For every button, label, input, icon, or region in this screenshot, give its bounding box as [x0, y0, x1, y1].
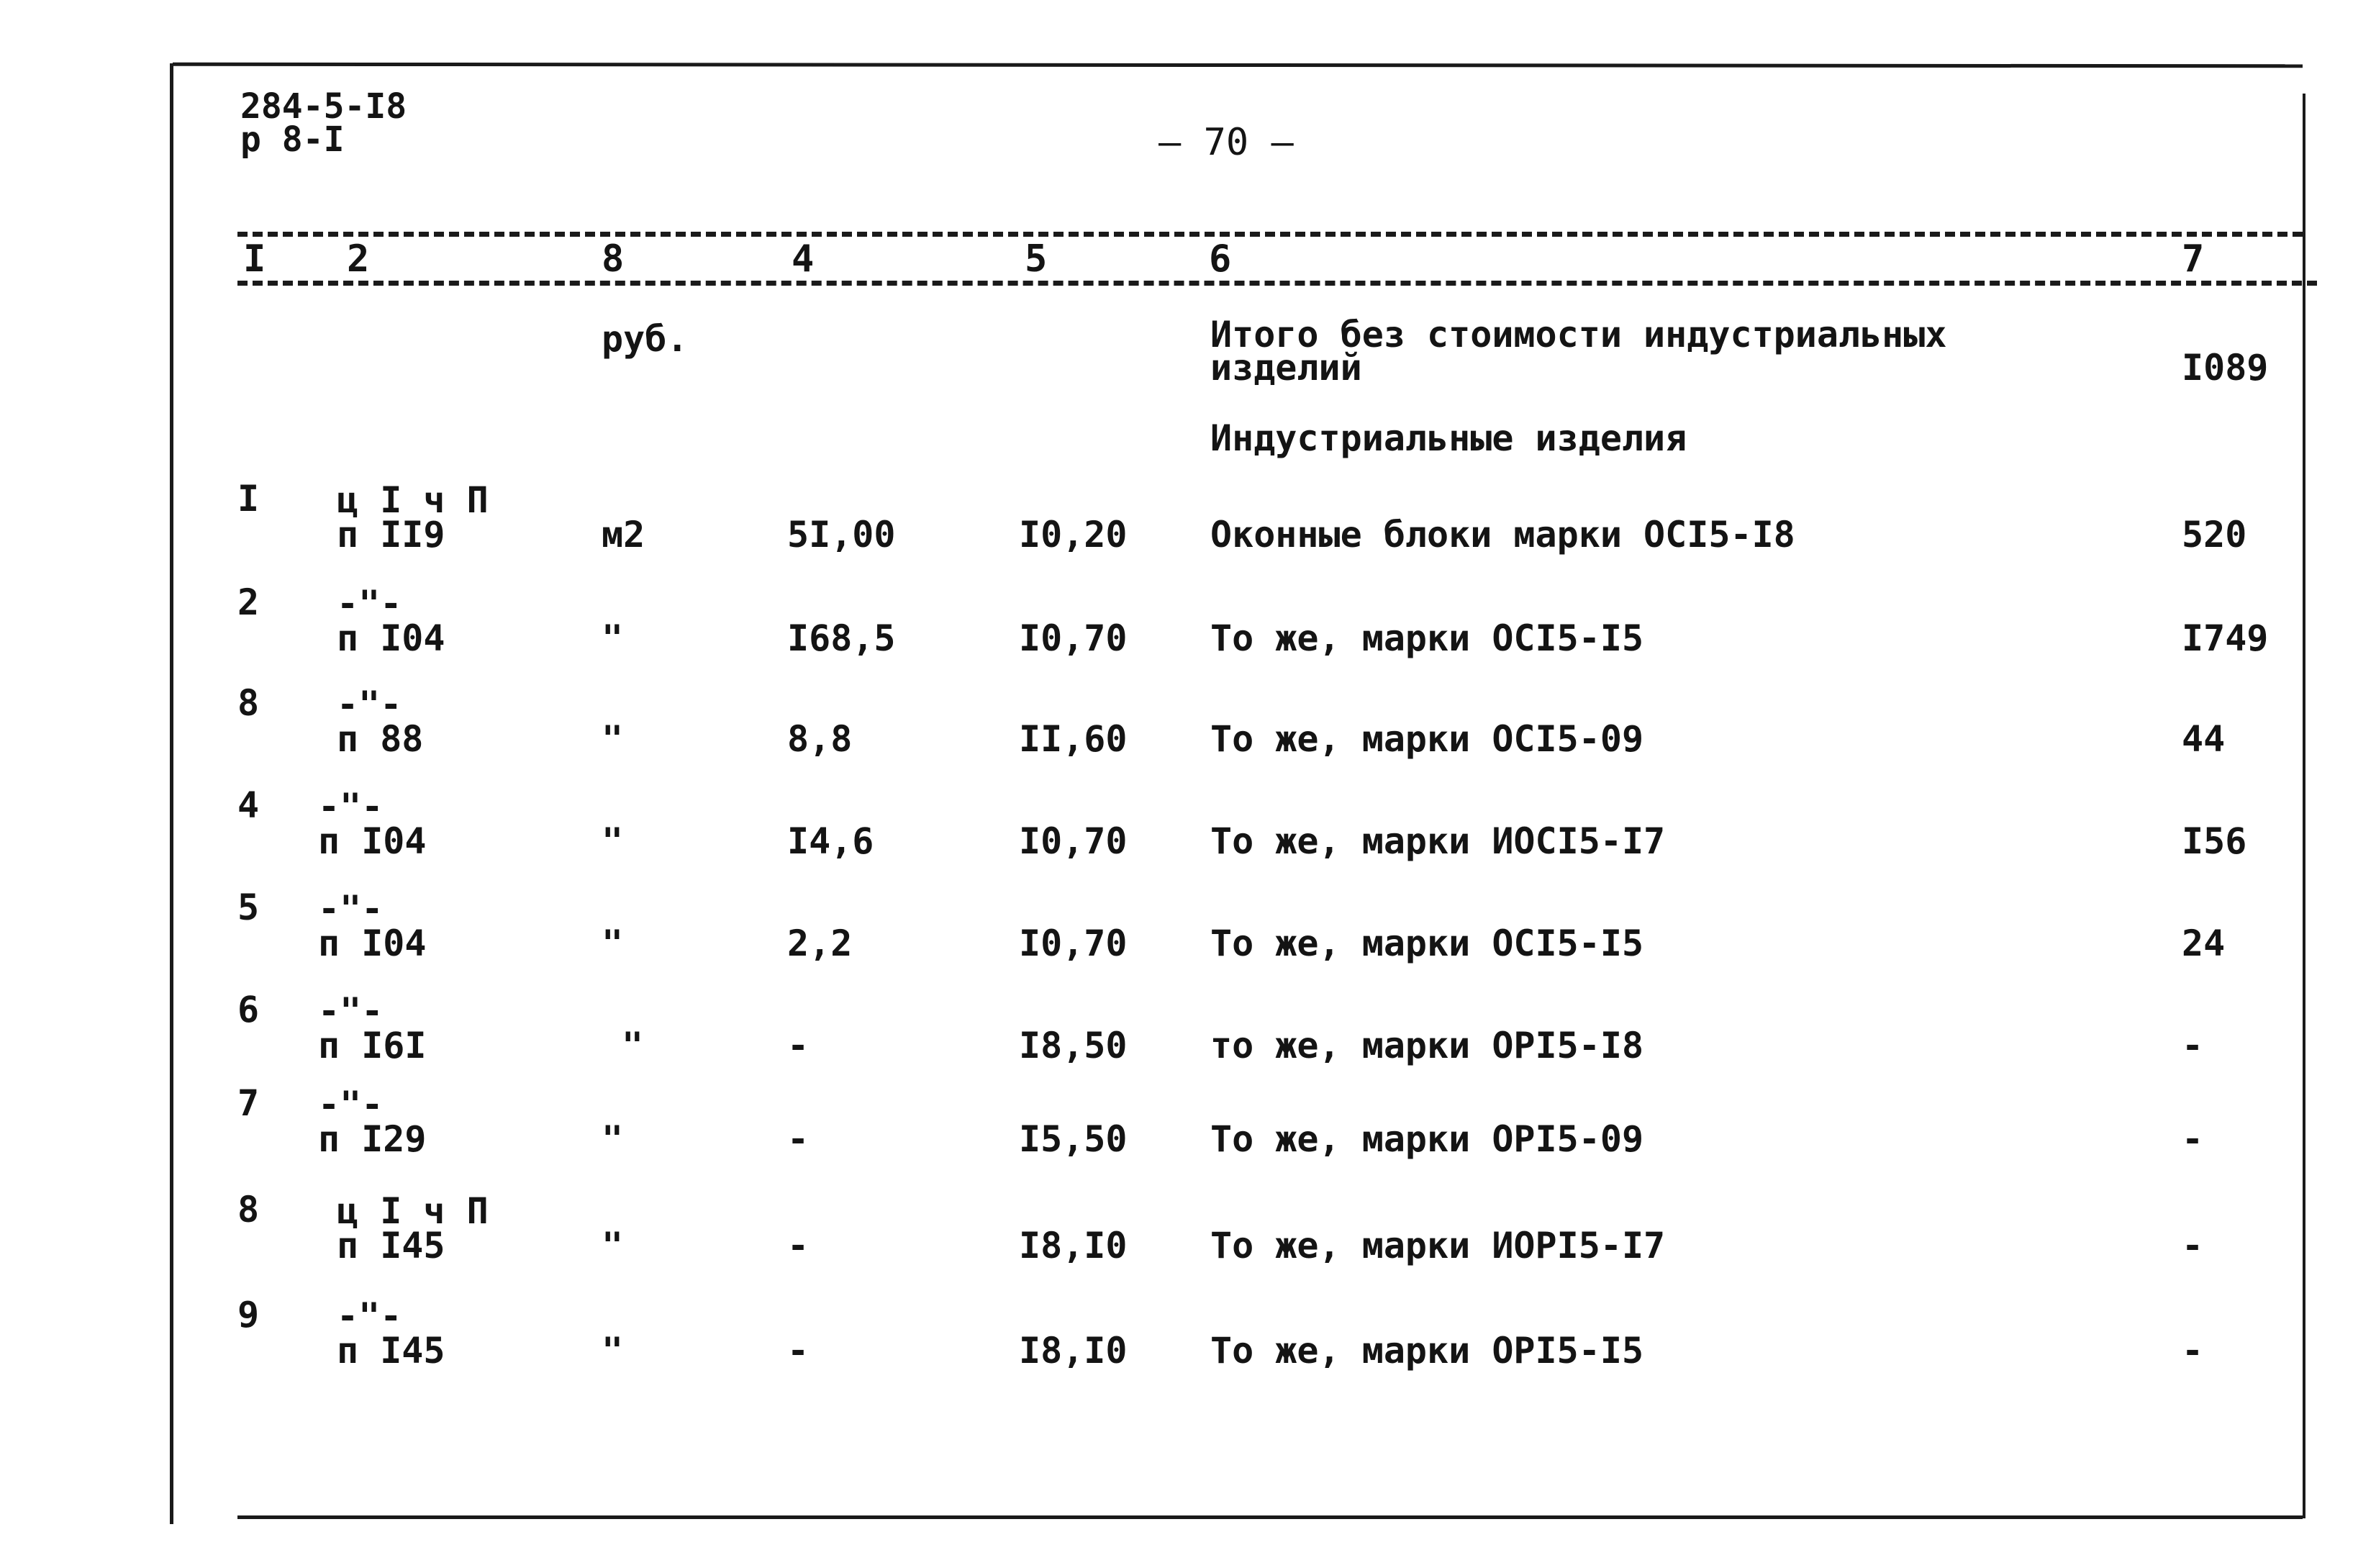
column-header-1: I: [243, 237, 266, 281]
column-header-5: 5: [1025, 237, 1048, 281]
row-reference-bottom: п I45: [337, 1224, 445, 1266]
row-number: 9: [237, 1294, 260, 1336]
row-description: То же, марки ОСI5-I5: [1210, 923, 1644, 964]
row-description: То же, марки ОРI5-09: [1210, 1118, 1644, 1160]
row-unit: ": [602, 617, 624, 659]
row-number: I: [237, 478, 260, 520]
row-price: I8,50: [1019, 1025, 1128, 1066]
frame-top-line: [173, 63, 2303, 68]
row-reference: [337, 583, 445, 659]
row-reference: [337, 1190, 489, 1266]
row-total: I749: [2182, 617, 2269, 659]
row-reference-bottom: п I04: [318, 820, 427, 862]
column-header-2: 2: [347, 237, 370, 281]
column-header-7: 7: [2182, 237, 2205, 281]
row-total: 520: [2182, 514, 2247, 556]
row-reference-top: ц I ч П: [337, 479, 489, 521]
row-total: -: [2182, 1025, 2204, 1066]
row-quantity: -: [787, 1025, 810, 1066]
row-reference-bottom: п I6I: [318, 1024, 427, 1066]
row-quantity: I4,6: [787, 820, 874, 862]
row-quantity: -: [787, 1118, 810, 1160]
row-price: I0,70: [1019, 820, 1128, 862]
row-number: 2: [237, 581, 260, 623]
row-number: 6: [237, 989, 260, 1030]
row-reference-top: -"-: [318, 786, 384, 828]
row-price: I0,20: [1019, 514, 1128, 556]
row-description: То же, марки ОСI5-09: [1210, 718, 1644, 760]
row-price: I0,70: [1019, 617, 1128, 659]
row-reference-top: -"-: [337, 684, 402, 725]
row-reference-bottom: п I04: [318, 922, 427, 964]
row-description: То же, марки ИОРI5-I7: [1210, 1225, 1666, 1266]
row-description: То же, марки ИОСI5-I7: [1210, 820, 1666, 862]
row-price: I8,I0: [1019, 1225, 1128, 1266]
row-reference: [337, 684, 424, 760]
row-quantity: -: [787, 1330, 810, 1372]
summary-label-line1: Итого без стоимости индустриальных: [1210, 314, 1947, 355]
row-number: 5: [237, 887, 260, 928]
row-quantity: -: [787, 1225, 810, 1266]
document-code-line1: 284-5-I8: [240, 86, 407, 127]
row-total: -: [2182, 1225, 2204, 1266]
column-header-6: 6: [1209, 237, 1232, 281]
row-reference-bottom: п 88: [337, 717, 424, 760]
row-price: I0,70: [1019, 923, 1128, 964]
row-reference-top: -"-: [337, 1295, 402, 1337]
row-description: Оконные блоки марки ОСI5-I8: [1210, 514, 1795, 556]
column-header-4: 4: [792, 237, 815, 281]
row-reference-top: -"-: [337, 583, 402, 625]
row-reference-bottom: п I04: [337, 617, 445, 659]
row-description: то же, марки ОРI5-I8: [1210, 1025, 1644, 1066]
column-header-3: 8: [602, 237, 625, 281]
row-price: I8,I0: [1019, 1330, 1128, 1372]
row-number: 8: [237, 682, 260, 724]
row-total: -: [2182, 1118, 2204, 1160]
row-reference: [318, 888, 427, 964]
row-reference-top: -"-: [318, 888, 384, 930]
frame-bottom-line: [237, 1515, 2303, 1519]
row-total: I56: [2182, 820, 2247, 862]
row-reference-bottom: п I29: [318, 1118, 427, 1160]
row-total: 24: [2182, 923, 2226, 964]
row-reference-top: -"-: [318, 990, 384, 1032]
row-number: 7: [237, 1082, 260, 1124]
row-reference: [337, 1295, 445, 1372]
row-price: I5,50: [1019, 1118, 1128, 1160]
row-quantity: 8,8: [787, 718, 853, 760]
header-dashed-line-bottom: [237, 281, 2317, 286]
header-dashed-line-top: [237, 232, 2303, 237]
row-unit: ": [602, 1118, 624, 1160]
row-reference: [318, 990, 427, 1066]
row-unit: ": [602, 1225, 624, 1266]
row-reference-bottom: п II9: [337, 513, 445, 556]
row-unit: ": [602, 820, 624, 862]
document-code: [240, 86, 407, 160]
row-number: 4: [237, 784, 260, 826]
row-reference: [318, 1084, 427, 1160]
row-price: II,60: [1019, 718, 1128, 760]
row-description: То же, марки ОСI5-I5: [1210, 617, 1644, 659]
row-unit: ": [602, 923, 624, 964]
row-total: -: [2182, 1330, 2204, 1372]
frame-right-line: [2303, 94, 2305, 1518]
row-reference-bottom: п I45: [337, 1329, 445, 1372]
row-description: То же, марки ОРI5-I5: [1210, 1330, 1644, 1372]
row-reference-top: -"-: [318, 1084, 384, 1125]
unit-label: руб.: [602, 318, 689, 360]
row-quantity: 5I,00: [787, 514, 896, 556]
row-total: 44: [2182, 718, 2226, 760]
row-unit: ": [602, 718, 624, 760]
document-code-line2: p 8-I: [240, 119, 345, 160]
row-unit: ": [622, 1025, 644, 1066]
row-number: 8: [237, 1189, 260, 1231]
row-unit: м2: [602, 514, 645, 556]
row-unit: ": [602, 1330, 624, 1372]
row-reference-top: ц I ч П: [337, 1190, 489, 1232]
row-reference: [337, 479, 489, 556]
row-quantity: 2,2: [787, 923, 853, 964]
summary-value: I089: [2182, 347, 2269, 389]
row-reference: [318, 786, 427, 862]
summary-label: [1210, 314, 1947, 389]
summary-label-line2: изделий: [1210, 347, 1362, 389]
frame-left-line: [170, 63, 173, 1524]
page-number: — 70 —: [1158, 121, 1294, 164]
section-title: Индустриальные изделия: [1210, 417, 1687, 459]
row-quantity: I68,5: [787, 617, 896, 659]
